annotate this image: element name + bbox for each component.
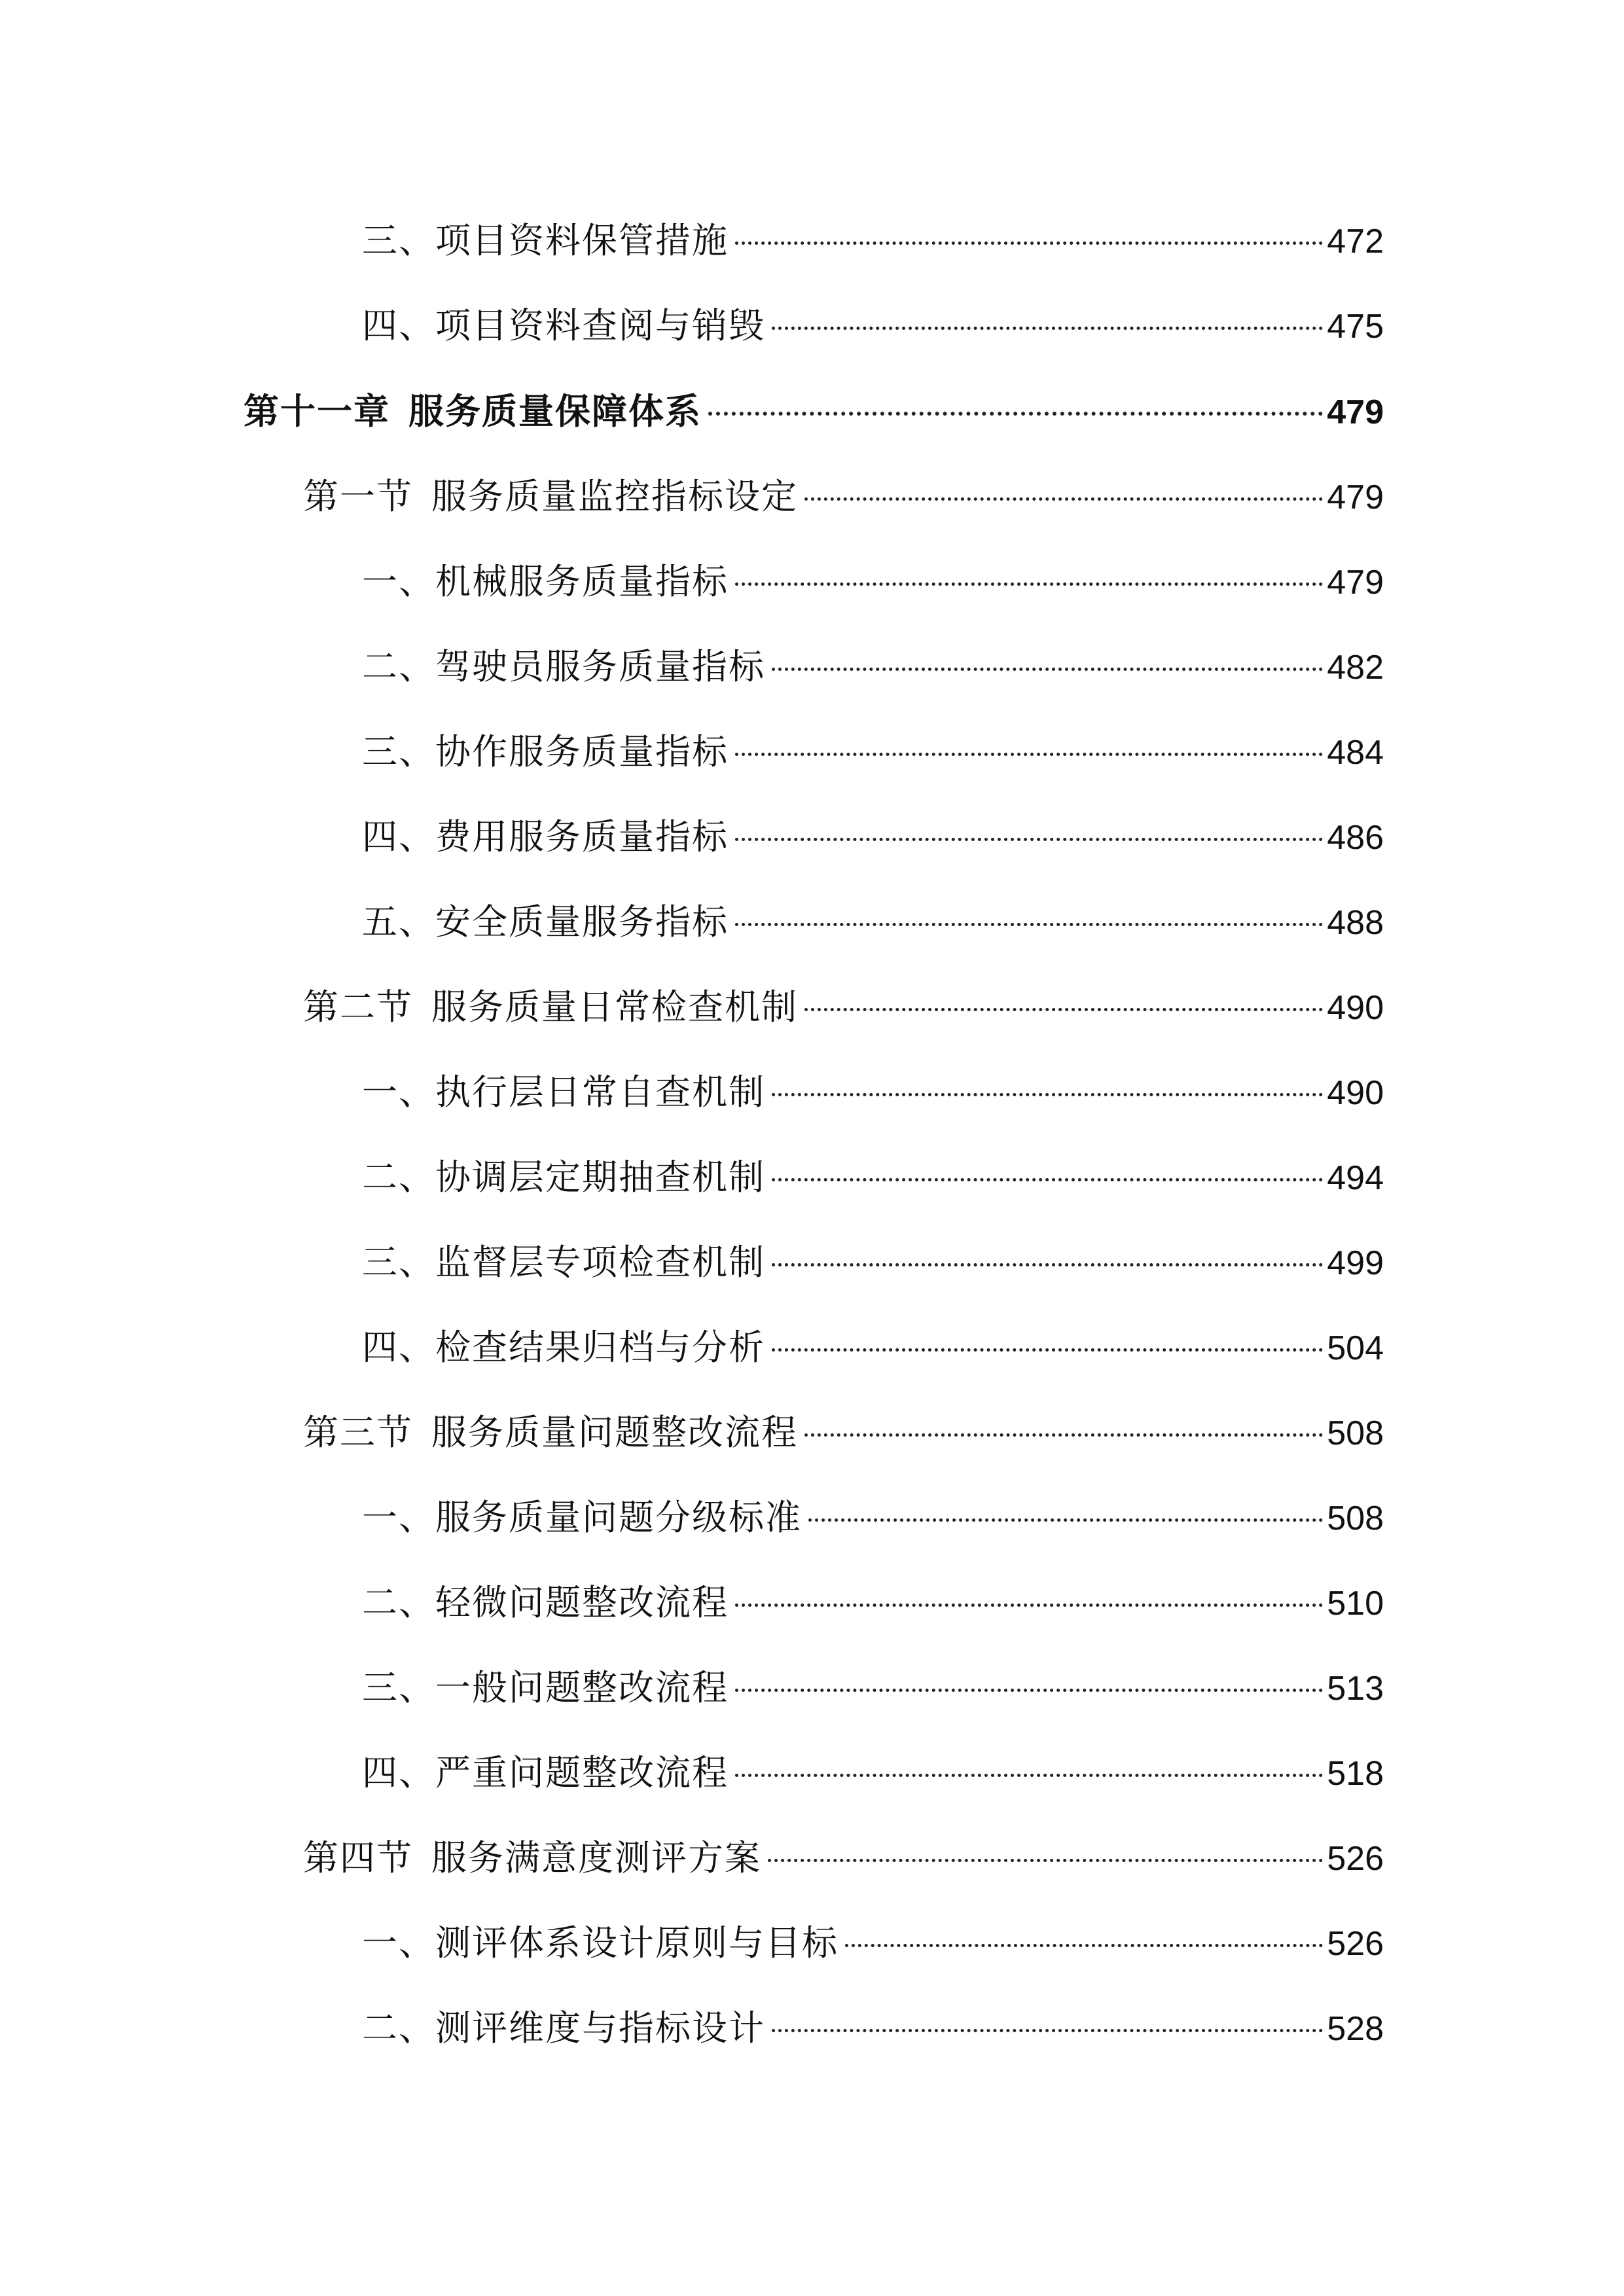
toc-section-label	[303, 984, 798, 1030]
toc-entry-label: 三、项目资料保管措施	[362, 220, 729, 261]
toc-entry[interactable]	[362, 644, 1384, 690]
toc-entry-label: 二、驾驶员服务质量指标	[362, 646, 765, 687]
toc-page-number: 475	[1327, 308, 1384, 346]
dot-leader	[735, 1689, 1323, 1692]
toc-page-number: 490	[1327, 1074, 1384, 1112]
toc-entry[interactable]	[362, 1325, 1384, 1371]
toc-entry[interactable]	[362, 303, 1384, 349]
dot-leader	[804, 1433, 1323, 1437]
section-title: 服务质量日常检查机制	[431, 986, 798, 1028]
dot-leader	[772, 1093, 1323, 1096]
toc-chapter-entry[interactable]	[244, 389, 1384, 435]
chapter-title: 服务质量保障体系	[408, 391, 702, 432]
toc-entry-label: 四、检查结果归档与分析	[362, 1327, 765, 1368]
toc-page-number: 513	[1327, 1670, 1384, 1708]
dot-leader	[768, 1859, 1323, 1862]
dot-leader	[804, 497, 1323, 501]
toc-entry-label: 二、轻微问题整改流程	[362, 1582, 729, 1623]
toc-entry-label: 四、严重问题整改流程	[362, 1752, 729, 1793]
toc-entry[interactable]	[362, 2005, 1384, 2051]
toc-section-entry[interactable]	[303, 474, 1384, 520]
toc-section-entry[interactable]	[303, 1835, 1384, 1881]
dot-leader	[772, 327, 1323, 330]
toc-entry[interactable]	[362, 1665, 1384, 1711]
toc-entry[interactable]	[362, 218, 1384, 264]
toc-entry[interactable]	[362, 1580, 1384, 1626]
toc-page-number: 528	[1327, 2010, 1384, 2048]
toc-entry-label: 五、安全质量服务指标	[362, 901, 729, 942]
toc-entry[interactable]	[362, 1920, 1384, 1966]
toc-entry-label: 一、服务质量问题分级标准	[362, 1497, 802, 1538]
section-number: 第四节	[303, 1837, 413, 1878]
dot-leader	[772, 1348, 1323, 1352]
toc-page-number: 479	[1327, 478, 1384, 516]
dot-leader	[808, 1518, 1323, 1522]
dot-leader	[735, 838, 1323, 841]
toc-entry-label: 一、执行层日常自查机制	[362, 1071, 765, 1113]
toc-entry[interactable]	[362, 729, 1384, 775]
toc-entry[interactable]	[362, 1240, 1384, 1285]
dot-leader	[735, 1774, 1323, 1777]
toc-entry[interactable]	[362, 559, 1384, 605]
toc-page-number: 488	[1327, 904, 1384, 942]
section-title: 服务质量监控指标设定	[431, 476, 798, 517]
toc-page-number: 526	[1327, 1840, 1384, 1878]
toc-section-label	[303, 1835, 761, 1881]
dot-leader	[735, 753, 1323, 756]
toc-entry[interactable]	[362, 1750, 1384, 1796]
section-number: 第三节	[303, 1412, 413, 1453]
chapter-number: 第十一章	[244, 391, 390, 432]
dot-leader	[772, 2029, 1323, 2032]
toc-page-number: 510	[1327, 1585, 1384, 1623]
toc-entry[interactable]	[362, 1495, 1384, 1541]
toc-entry-label: 三、监督层专项检查机制	[362, 1242, 765, 1283]
toc-section-entry[interactable]	[303, 1410, 1384, 1456]
section-number: 第二节	[303, 986, 413, 1028]
toc-section-entry[interactable]	[303, 984, 1384, 1030]
toc-entry-label: 二、协调层定期抽查机制	[362, 1157, 765, 1198]
toc-entry-label: 一、机械服务质量指标	[362, 561, 729, 602]
toc-entry-label: 三、协作服务质量指标	[362, 731, 729, 772]
toc-page-number: 504	[1327, 1329, 1384, 1367]
toc-section-label	[303, 1410, 798, 1456]
dot-leader	[772, 1178, 1323, 1181]
toc-entry-label: 一、测评体系设计原则与目标	[362, 1922, 839, 1964]
toc-page-number: 486	[1327, 819, 1384, 857]
toc-entry[interactable]	[362, 1069, 1384, 1115]
toc-page-number: 472	[1327, 223, 1384, 260]
toc-entry-label: 三、一般问题整改流程	[362, 1667, 729, 1708]
dot-leader	[708, 412, 1323, 416]
toc-page-number: 490	[1327, 989, 1384, 1027]
toc-page-number: 508	[1327, 1499, 1384, 1537]
toc-entry[interactable]	[362, 814, 1384, 860]
dot-leader	[735, 242, 1323, 245]
toc-section-label	[303, 474, 798, 520]
toc-page-number: 482	[1327, 649, 1384, 687]
toc-entry-label: 二、测评维度与指标设计	[362, 2007, 765, 2049]
toc-entry-label: 四、费用服务质量指标	[362, 816, 729, 857]
dot-leader	[735, 583, 1323, 586]
toc-page-number: 484	[1327, 734, 1384, 772]
toc-chapter-label	[244, 389, 702, 435]
section-number: 第一节	[303, 476, 413, 517]
section-title: 服务满意度测评方案	[431, 1837, 761, 1878]
toc-entry[interactable]	[362, 1155, 1384, 1200]
toc-page-number: 479	[1327, 564, 1384, 601]
toc-entry-label: 四、项目资料查阅与销毁	[362, 305, 765, 346]
toc-page-number: 479	[1327, 393, 1384, 431]
dot-leader	[735, 923, 1323, 926]
dot-leader	[845, 1944, 1323, 1947]
toc-page-number: 526	[1327, 1925, 1384, 1963]
toc-entry[interactable]	[362, 899, 1384, 945]
dot-leader	[772, 668, 1323, 671]
section-title: 服务质量问题整改流程	[431, 1412, 798, 1453]
dot-leader	[735, 1604, 1323, 1607]
dot-leader	[772, 1263, 1323, 1266]
toc-page-number: 508	[1327, 1414, 1384, 1452]
toc-page-number: 494	[1327, 1159, 1384, 1197]
toc-page-number: 518	[1327, 1755, 1384, 1793]
toc-page-number: 499	[1327, 1244, 1384, 1282]
dot-leader	[804, 1008, 1323, 1011]
